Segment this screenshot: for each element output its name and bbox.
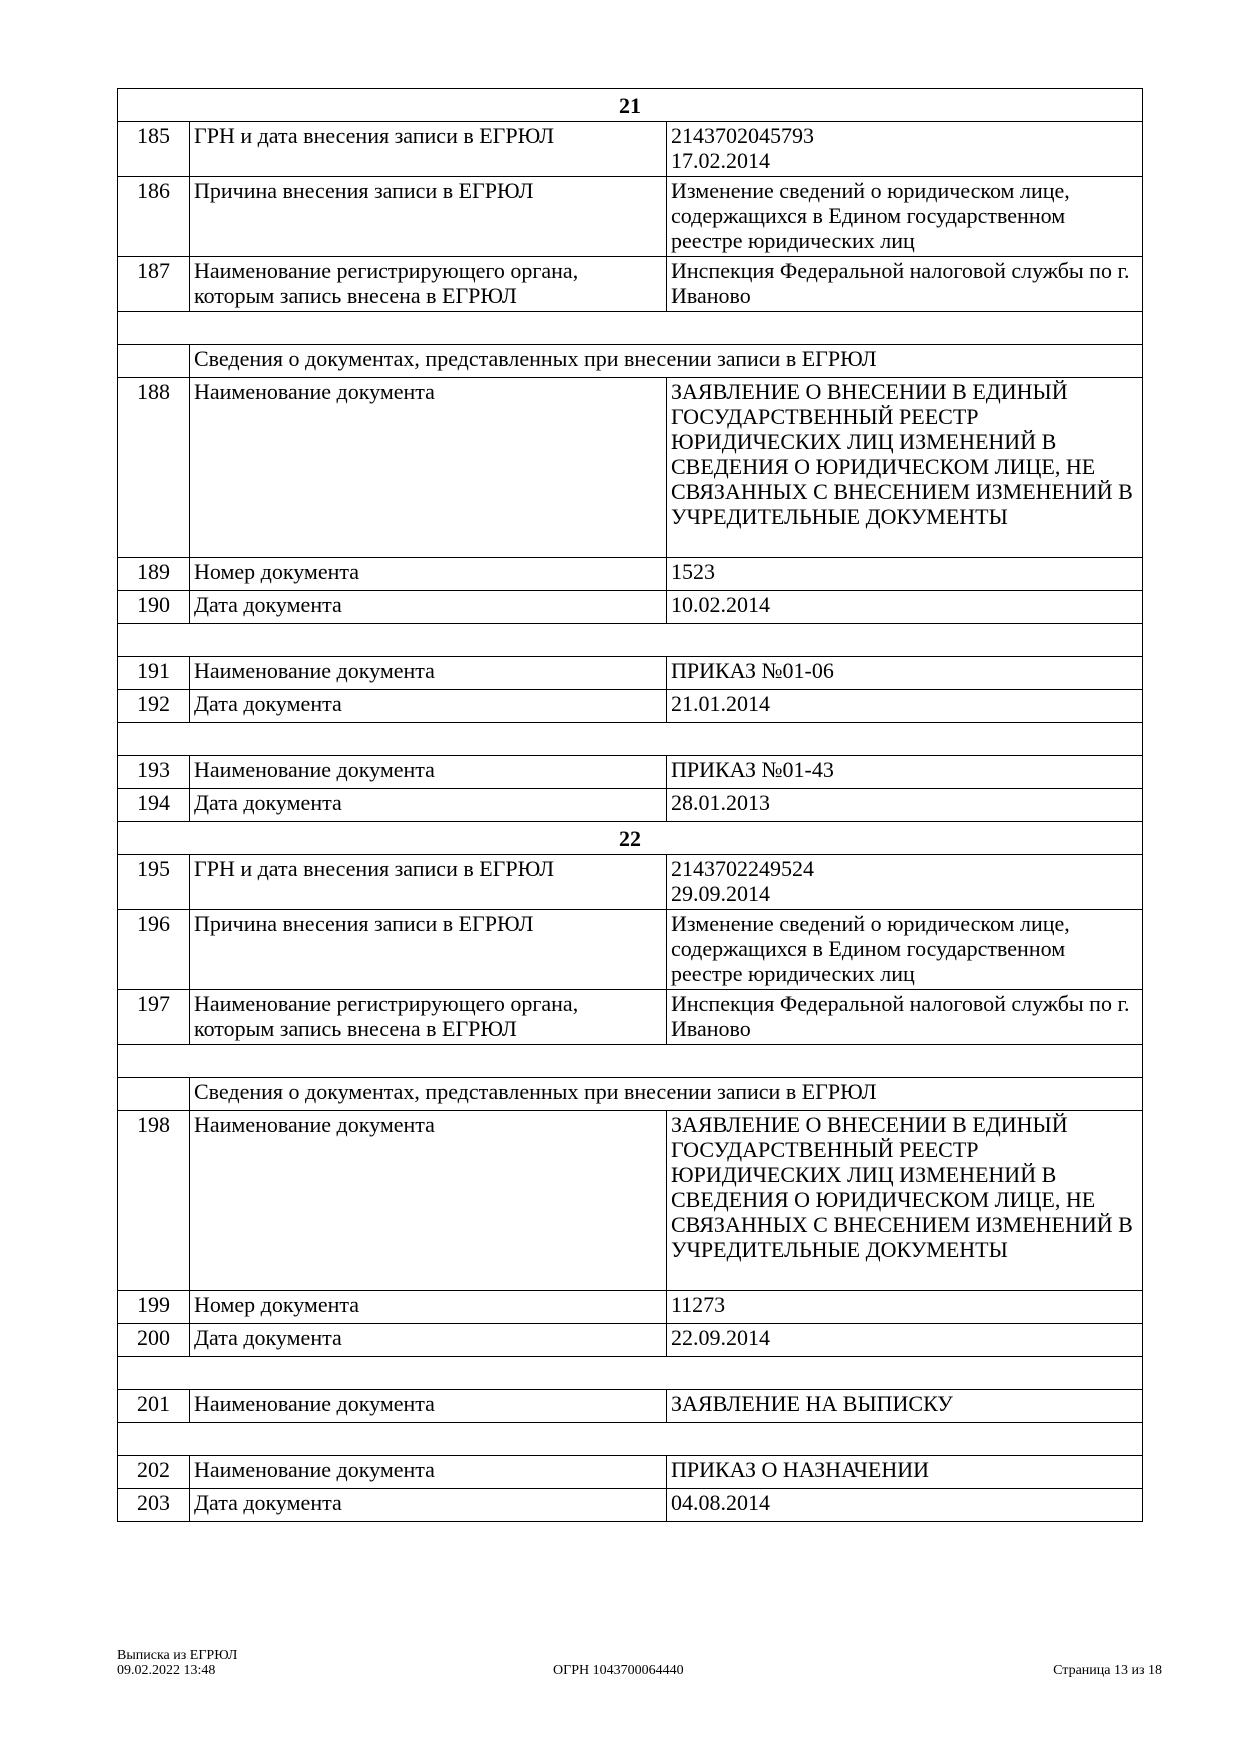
table-row bbox=[118, 789, 1143, 822]
field-name: Дата документа bbox=[190, 1489, 667, 1522]
row-number: 203 bbox=[118, 1489, 190, 1522]
field-name: Дата документа bbox=[190, 789, 667, 822]
spacer-cell bbox=[118, 1045, 1143, 1078]
field-value: 28.01.2013 bbox=[667, 789, 1143, 822]
row-number: 185 bbox=[118, 122, 190, 177]
field-name: Наименование регистрирующего органа, которым запись внесена в ЕГРЮЛ bbox=[190, 257, 667, 312]
table-row bbox=[118, 910, 1143, 990]
row-number: 191 bbox=[118, 657, 190, 690]
egrul-extract-table bbox=[117, 88, 1143, 1522]
field-value: ПРИКАЗ №01-43 bbox=[667, 756, 1143, 789]
field-value: 21.01.2014 bbox=[667, 690, 1143, 723]
row-number: 202 bbox=[118, 1456, 190, 1489]
empty-num-cell bbox=[118, 1078, 190, 1111]
footer-left bbox=[117, 1648, 237, 1678]
field-name: Причина внесения записи в ЕГРЮЛ bbox=[190, 177, 667, 257]
table-row bbox=[118, 1456, 1143, 1489]
field-name: Номер документа bbox=[190, 1291, 667, 1324]
row-number: 197 bbox=[118, 990, 190, 1045]
spacer-row bbox=[118, 1045, 1143, 1078]
field-value: 22.09.2014 bbox=[667, 1324, 1143, 1357]
row-number: 187 bbox=[118, 257, 190, 312]
spacer-row bbox=[118, 1423, 1143, 1456]
field-value: ЗАЯВЛЕНИЕ НА ВЫПИСКУ bbox=[667, 1390, 1143, 1423]
table-row bbox=[118, 1291, 1143, 1324]
table-row bbox=[118, 1390, 1143, 1423]
field-value: ПРИКАЗ №01-06 bbox=[667, 657, 1143, 690]
field-value: Инспекция Федеральной налоговой службы по г. Иваново bbox=[667, 990, 1143, 1045]
field-name: ГРН и дата внесения записи в ЕГРЮЛ bbox=[190, 122, 667, 177]
field-name: Наименование документа bbox=[190, 756, 667, 789]
section-header-row bbox=[118, 822, 1143, 855]
field-value: Изменение сведений о юридическом лице, содержащихся в Едином государственном реестре юридических лиц bbox=[667, 910, 1143, 990]
field-name: ГРН и дата внесения записи в ЕГРЮЛ bbox=[190, 855, 667, 910]
spacer-row bbox=[118, 1357, 1143, 1390]
spacer-row bbox=[118, 723, 1143, 756]
footer-page-number: Страница 13 из 18 bbox=[1053, 1663, 1162, 1678]
table-row bbox=[118, 990, 1143, 1045]
field-value: Изменение сведений о юридическом лице, содержащихся в Едином государственном реестре юридических лиц bbox=[667, 177, 1143, 257]
documents-heading-row bbox=[118, 345, 1143, 378]
row-number: 193 bbox=[118, 756, 190, 789]
row-number: 195 bbox=[118, 855, 190, 910]
table-row bbox=[118, 1111, 1143, 1291]
spacer-row bbox=[118, 312, 1143, 345]
table-row bbox=[118, 1489, 1143, 1522]
spacer-cell bbox=[118, 1423, 1143, 1456]
table-row bbox=[118, 122, 1143, 177]
field-name: Дата документа bbox=[190, 1324, 667, 1357]
table-row bbox=[118, 690, 1143, 723]
field-value: ЗАЯВЛЕНИЕ О ВНЕСЕНИИ В ЕДИНЫЙ ГОСУДАРСТВЕННЫЙ РЕЕСТР ЮРИДИЧЕСКИХ ЛИЦ ИЗМЕНЕНИЙ В СВЕДЕНИЯ О ЮРИДИЧЕСКОМ ЛИЦЕ, НЕ СВЯЗАННЫХ С ВНЕСЕНИЕМ ИЗМЕНЕНИЙ В УЧРЕДИТЕЛЬНЫЕ ДОКУМЕНТЫ bbox=[667, 1111, 1143, 1291]
field-value: 2143702249524 29.09.2014 bbox=[667, 855, 1143, 910]
documents-heading-row bbox=[118, 1078, 1143, 1111]
field-name: Причина внесения записи в ЕГРЮЛ bbox=[190, 910, 667, 990]
field-name: Наименование регистрирующего органа, которым запись внесена в ЕГРЮЛ bbox=[190, 990, 667, 1045]
field-name: Дата документа bbox=[190, 690, 667, 723]
spacer-cell bbox=[118, 1357, 1143, 1390]
field-name: Наименование документа bbox=[190, 1111, 667, 1291]
row-number: 189 bbox=[118, 558, 190, 591]
spacer-cell bbox=[118, 624, 1143, 657]
section-number: 21 bbox=[118, 89, 1143, 122]
table-row bbox=[118, 591, 1143, 624]
footer-ogrn: ОГРН 1043700064440 bbox=[553, 1663, 684, 1678]
footer-datetime: 09.02.2022 13:48 bbox=[117, 1663, 216, 1678]
spacer-cell bbox=[118, 312, 1143, 345]
field-value: 10.02.2014 bbox=[667, 591, 1143, 624]
field-value: ЗАЯВЛЕНИЕ О ВНЕСЕНИИ В ЕДИНЫЙ ГОСУДАРСТВЕННЫЙ РЕЕСТР ЮРИДИЧЕСКИХ ЛИЦ ИЗМЕНЕНИЙ В СВЕДЕНИЯ О ЮРИДИЧЕСКОМ ЛИЦЕ, НЕ СВЯЗАННЫХ С ВНЕСЕНИЕМ ИЗМЕНЕНИЙ В УЧРЕДИТЕЛЬНЫЕ ДОКУМЕНТЫ bbox=[667, 378, 1143, 558]
spacer-cell bbox=[118, 723, 1143, 756]
table-row bbox=[118, 1324, 1143, 1357]
field-value: 11273 bbox=[667, 1291, 1143, 1324]
egrul-table-body bbox=[118, 89, 1143, 1522]
row-number: 190 bbox=[118, 591, 190, 624]
field-name: Дата документа bbox=[190, 591, 667, 624]
field-value: 04.08.2014 bbox=[667, 1489, 1143, 1522]
table-row bbox=[118, 756, 1143, 789]
field-name: Наименование документа bbox=[190, 657, 667, 690]
row-number: 194 bbox=[118, 789, 190, 822]
field-value: ПРИКАЗ О НАЗНАЧЕНИИ bbox=[667, 1456, 1143, 1489]
row-number: 198 bbox=[118, 1111, 190, 1291]
field-value: 1523 bbox=[667, 558, 1143, 591]
documents-heading: Сведения о документах, представленных при внесении записи в ЕГРЮЛ bbox=[190, 1078, 1143, 1111]
table-row bbox=[118, 378, 1143, 558]
row-number: 199 bbox=[118, 1291, 190, 1324]
documents-heading: Сведения о документах, представленных при внесении записи в ЕГРЮЛ bbox=[190, 345, 1143, 378]
field-value: Инспекция Федеральной налоговой службы по г. Иваново bbox=[667, 257, 1143, 312]
field-name: Номер документа bbox=[190, 558, 667, 591]
table-row bbox=[118, 177, 1143, 257]
row-number: 200 bbox=[118, 1324, 190, 1357]
row-number: 188 bbox=[118, 378, 190, 558]
row-number: 196 bbox=[118, 910, 190, 990]
section-number: 22 bbox=[118, 822, 1143, 855]
field-name: Наименование документа bbox=[190, 378, 667, 558]
table-row bbox=[118, 558, 1143, 591]
table-row bbox=[118, 657, 1143, 690]
row-number: 186 bbox=[118, 177, 190, 257]
field-name: Наименование документа bbox=[190, 1456, 667, 1489]
field-value: 2143702045793 17.02.2014 bbox=[667, 122, 1143, 177]
table-row bbox=[118, 257, 1143, 312]
field-name: Наименование документа bbox=[190, 1390, 667, 1423]
row-number: 201 bbox=[118, 1390, 190, 1423]
footer-doc-title: Выписка из ЕГРЮЛ bbox=[117, 1648, 238, 1663]
row-number: 192 bbox=[118, 690, 190, 723]
section-header-row bbox=[118, 89, 1143, 122]
table-row bbox=[118, 855, 1143, 910]
empty-num-cell bbox=[118, 345, 190, 378]
spacer-row bbox=[118, 624, 1143, 657]
